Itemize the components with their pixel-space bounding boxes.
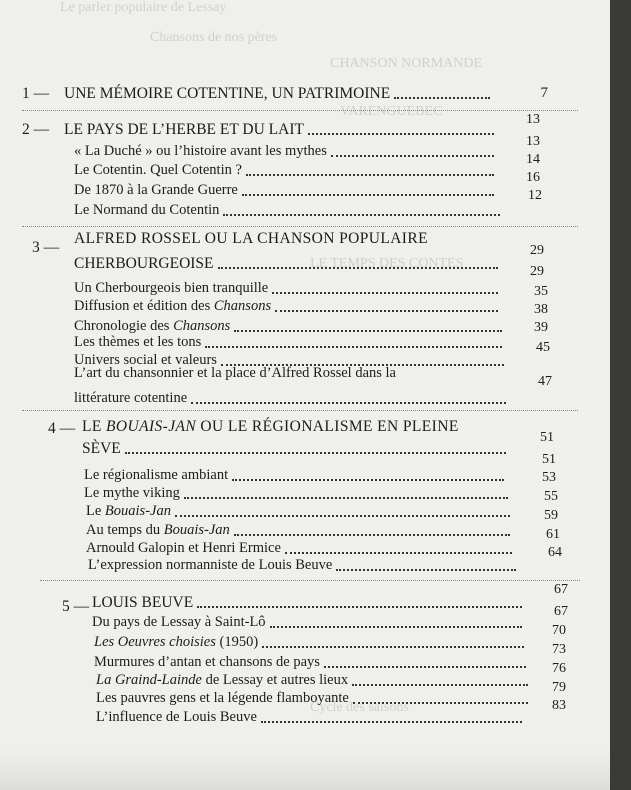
section-divider — [22, 110, 578, 111]
entry-label: « La Duché » ou l’histoire avant les mythes — [74, 143, 327, 159]
leader-dots — [191, 401, 506, 404]
entry-page: 67 — [554, 604, 568, 619]
entry-label: De 1870 à la Grande Guerre — [74, 182, 238, 198]
show-through-text: Chansons de nos pères — [150, 30, 278, 45]
leader-dots — [175, 514, 510, 517]
leader-dots — [353, 701, 528, 704]
show-through-text: VARENGUEBEC — [340, 104, 443, 119]
entry-page: 83 — [552, 698, 566, 713]
entry-label: Au temps du Bouais-Jan — [86, 522, 230, 538]
entry-label: Le Cotentin. Quel Cotentin ? — [74, 162, 242, 178]
entry-page: 14 — [526, 152, 540, 167]
entry-label: Le Bouais-Jan — [86, 503, 171, 519]
section-title-row — [82, 440, 506, 458]
leader-dots — [336, 568, 516, 571]
entry-page: 45 — [536, 340, 550, 355]
entry-label: Les thèmes et les tons — [74, 334, 202, 350]
show-through-text: CHANSON NORMANDE — [330, 56, 483, 71]
toc-entry — [74, 182, 494, 200]
section-divider — [22, 410, 578, 411]
section-title-row — [64, 121, 494, 139]
leader-dots — [184, 496, 508, 499]
leader-dots — [270, 625, 522, 628]
leader-dots — [261, 720, 522, 723]
entry-label: littérature cotentine — [74, 390, 188, 406]
entry-label: Arnould Galopin et Henri Ermice — [86, 540, 281, 556]
toc-entry — [94, 654, 526, 672]
toc-entry — [86, 540, 512, 558]
section-title-row — [92, 594, 522, 612]
toc-entry — [88, 557, 516, 575]
entry-page: 47 — [538, 374, 552, 389]
entry-page: 53 — [542, 470, 556, 485]
section-number: 2 — — [22, 121, 50, 138]
toc-entry — [84, 485, 508, 503]
toc-entry — [74, 143, 494, 161]
toc-entry — [94, 634, 524, 652]
entry-label: Murmures d’antan et chansons de pays — [94, 654, 320, 670]
section-title: ALFRED ROSSEL OU LA CHANSON POPULAIRE — [74, 230, 428, 247]
section-number: 1 — — [22, 85, 50, 102]
entry-label: Du pays de Lessay à Saint-Lô — [92, 614, 266, 630]
entry-page: 55 — [544, 489, 558, 504]
leader-dots — [308, 132, 494, 135]
section-title: UNE MÉMOIRE COTENTINE, UN PATRIMOINE — [64, 85, 391, 102]
entry-page: 79 — [552, 680, 566, 695]
toc-entry — [92, 614, 522, 632]
section-title-row — [74, 255, 498, 273]
toc-entry — [74, 162, 494, 180]
show-through-text: Le parler populaire de Lessay — [60, 0, 227, 15]
toc-entry-line1 — [74, 365, 522, 383]
leader-dots — [262, 645, 524, 648]
section-page: 67 — [554, 582, 568, 597]
toc-entry — [74, 280, 498, 298]
section-number: 3 — — [32, 239, 60, 256]
entry-label: Les pauvres gens et la légende flamboyante — [96, 690, 349, 706]
show-through-text: LE TEMPS DES CONTES — [310, 256, 464, 271]
section-title: LE BOUAIS-JAN OU LE RÉGIONALISME EN PLEINE — [82, 418, 459, 435]
entry-label: Le mythe viking — [84, 485, 180, 501]
entry-page: 13 — [526, 134, 540, 149]
leader-dots — [272, 291, 498, 294]
toc-entry — [74, 390, 506, 408]
section-page: 7 — [540, 85, 548, 101]
entry-label: Le Normand du Cotentin — [74, 202, 220, 218]
entry-label: L’influence de Louis Beuve — [96, 709, 257, 725]
leader-dots — [331, 154, 494, 157]
toc-entry — [74, 202, 500, 220]
toc-entry — [74, 298, 498, 316]
toc-entry — [96, 709, 522, 727]
section-number: 5 — — [62, 598, 90, 615]
toc-entry — [96, 690, 528, 708]
leader-dots — [125, 451, 506, 454]
toc-entry — [96, 672, 528, 690]
leader-dots — [223, 213, 500, 216]
entry-page: 61 — [546, 527, 560, 542]
entry-label: Les Oeuvres choisies (1950) — [94, 634, 259, 650]
show-through-text: Cycle des saisons — [310, 700, 409, 715]
entry-page: 16 — [526, 170, 540, 185]
section-number: 4 — — [48, 420, 76, 437]
leader-dots — [246, 173, 494, 176]
section-title: LE PAYS DE L’HERBE ET DU LAIT — [64, 121, 304, 138]
leader-dots — [218, 266, 498, 269]
entry-label: L’art du chansonnier et la place d’Alfred Rossel dans la — [74, 365, 396, 381]
entry-page: 70 — [552, 623, 566, 638]
entry-label: Univers social et valeurs — [74, 352, 217, 368]
entry-page: 29 — [530, 264, 544, 279]
section-divider — [22, 226, 578, 227]
entry-label: Le régionalisme ambiant — [84, 467, 229, 483]
leader-dots — [232, 478, 504, 481]
entry-label: Diffusion et édition des Chansons — [74, 298, 272, 314]
leader-dots — [242, 193, 494, 196]
section-title-continued: CHERBOURGEOISE — [74, 255, 214, 272]
leader-dots — [234, 533, 510, 536]
leader-dots — [285, 551, 512, 554]
entry-page: 38 — [534, 302, 548, 317]
section-page: 29 — [530, 243, 544, 258]
leader-dots — [275, 309, 498, 312]
entry-label: La Graind-Lainde de Lessay et autres lieux — [96, 672, 349, 688]
leader-dots — [205, 345, 502, 348]
section-title-row — [64, 85, 490, 103]
leader-dots — [234, 329, 502, 332]
entry-label: L’expression normanniste de Louis Beuve — [88, 557, 333, 573]
entry-page: 73 — [552, 642, 566, 657]
section-page: 13 — [526, 112, 540, 127]
entry-page: 59 — [544, 508, 558, 523]
section-title-continued: SÈVE — [82, 440, 121, 457]
entry-page: 35 — [534, 284, 548, 299]
toc-entry — [86, 503, 510, 521]
leader-dots — [324, 665, 526, 668]
leader-dots — [352, 683, 528, 686]
toc-entry — [74, 334, 502, 352]
entry-page: 76 — [552, 661, 566, 676]
section-divider — [40, 580, 580, 581]
leader-dots — [197, 605, 522, 608]
entry-page: 64 — [548, 545, 562, 560]
section-title: LOUIS BEUVE — [92, 594, 194, 611]
entry-label: Chronologie des Chansons — [74, 318, 231, 334]
toc-entry — [84, 467, 504, 485]
leader-dots — [394, 96, 490, 99]
entry-label: Un Cherbourgeois bien tranquille — [74, 280, 269, 296]
toc-entry — [86, 522, 510, 540]
section-page: 51 — [540, 430, 554, 445]
entry-page: 12 — [528, 188, 542, 203]
entry-page: 51 — [542, 452, 556, 467]
entry-page: 39 — [534, 320, 548, 335]
